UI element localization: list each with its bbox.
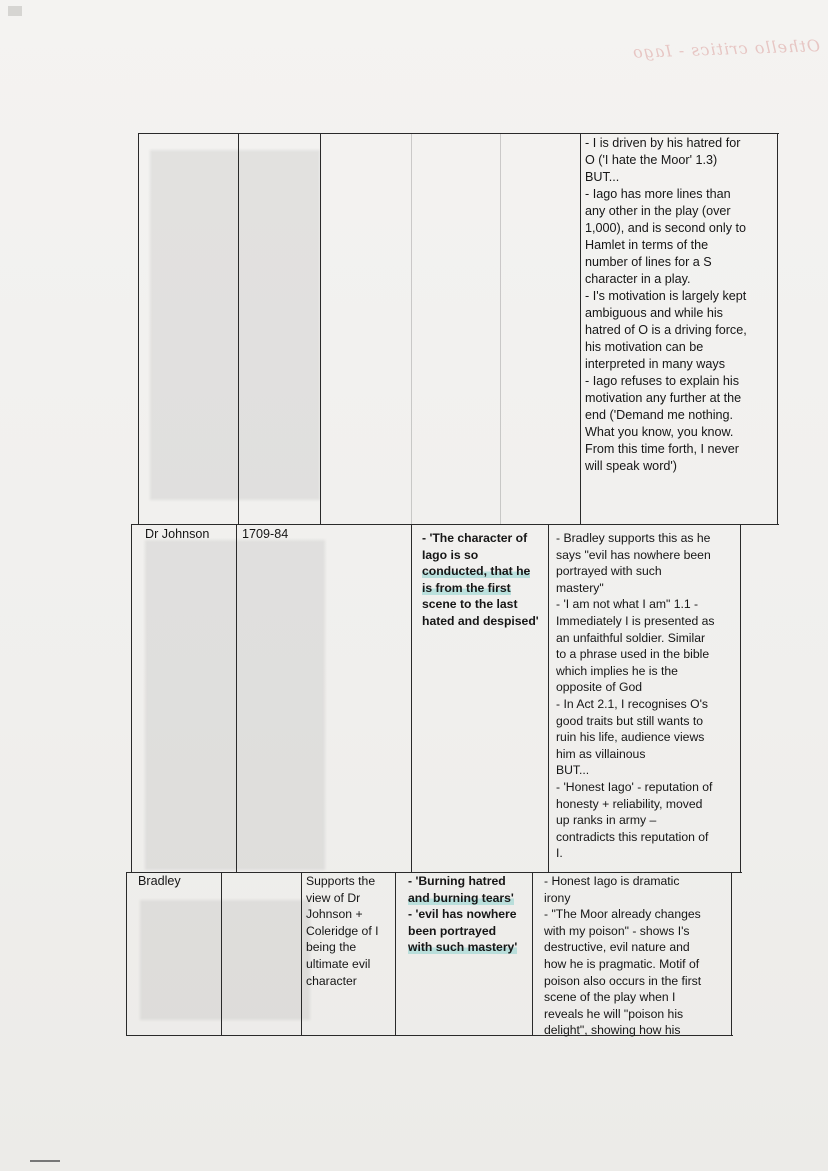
bleed-through-left [150, 150, 320, 500]
quote-cell: - 'Burning hatred and burning tears' - 'evil has nowhere been portrayed with such mastery' [408, 874, 518, 955]
critic-dates: 1709-84 [242, 527, 289, 541]
quote-cell: - 'The character of Iago is so conducted, that he is from the first scene to the last hated and despised' [422, 531, 539, 628]
bleed-through-bottom [140, 900, 310, 1020]
page-title: Othello critics - Iago [631, 36, 821, 62]
evidence-cell: - I is driven by his hatred for O ('I hate the Moor' 1.3) BUT... - Iago has more lines than any other in the play (over 1,000), and is second only to Hamlet in terms of the number of lines for a S character in a play. - I's motivation is largely kept ambiguous and while his hatred of O is a driving force, his motivation can be interpreted in many ways - Iago refuses to explain his motivation any further at the end ('Demand me nothing. What you know, you know. From this time forth, I never will speak word') [585, 136, 747, 473]
evidence-cell: - Bradley supports this as he says "evil has nowhere been portrayed with such mastery" - 'I am not what I am" 1.1 - Immediately I is presented as an unfaithful soldier. Similar to a phrase used in the bible which implies he is the opposite of God - In Act 2.1, I recognises O's good traits but still wants to ruin his life, audience views him as villainous BUT... - 'Honest Iago' - reputation of honesty + reliability, moved up ranks in army – contradicts this reputation of I. [556, 531, 715, 861]
bleed-through-middle [145, 540, 325, 870]
corner-mark [8, 6, 22, 16]
evidence-cell: - Honest Iago is dramatic irony - "The Moor already changes with my poison" - shows I's destructive, evil nature and how he is pragmatic. Motif of poison also occurs in the first scene of the play when I reveals he will "poison his delight", showing how his [544, 874, 702, 1038]
critic-name: Bradley [138, 874, 181, 888]
critic-name: Dr Johnson [145, 527, 210, 541]
view-cell: Supports the view of Dr Johnson + Coleridge of I being the ultimate evil character [306, 874, 379, 988]
page-edge-mark [30, 1160, 60, 1162]
